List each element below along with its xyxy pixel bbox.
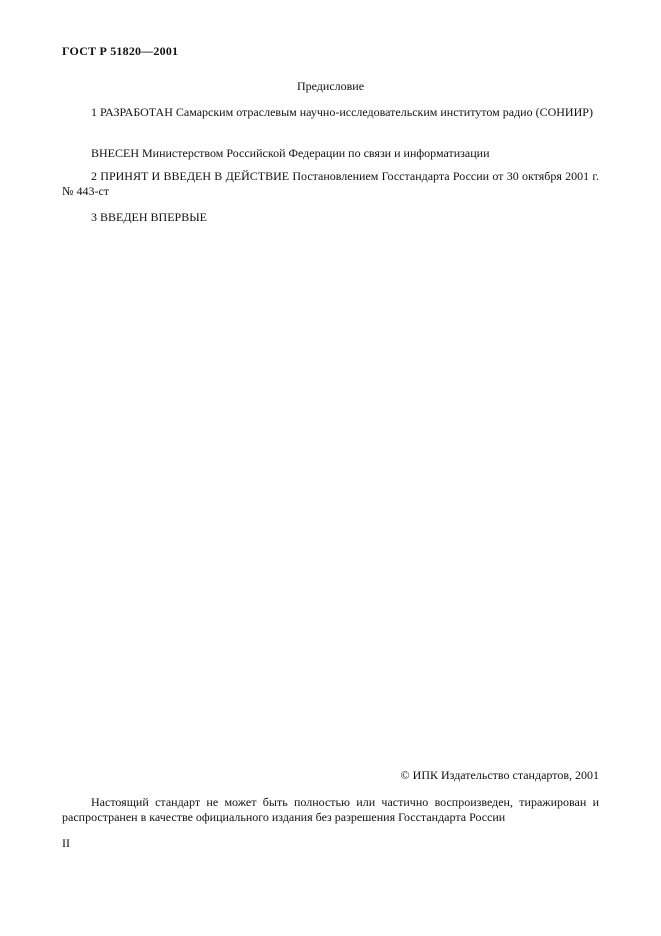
preface-paragraph-submitted: ВНЕСЕН Министерством Российской Федерации по связи и информатизации: [91, 146, 490, 160]
preface-paragraph-developed: 1 РАЗРАБОТАН Самарским отраслевым научно-исследовательским институтом радио (СОНИИР): [91, 105, 593, 119]
page-number: II: [62, 836, 70, 850]
preface-paragraph-adopted: 2 ПРИНЯТ И ВВЕДЕН В ДЕЙСТВИЕ Постановлением Госстандарта России от 30 октября 2001 г. № 443-ст: [62, 169, 599, 198]
preface-paragraph-first-introduced: 3 ВВЕДЕН ВПЕРВЫЕ: [91, 210, 207, 224]
copyright-line: © ИПК Издательство стандартов, 2001: [400, 768, 599, 782]
preface-title: Предисловие: [296, 79, 365, 93]
reproduction-notice: Настоящий стандарт не может быть полностью или частично воспроизведен, тиражирован и распространен в качестве официального издания без разрешения Госстандарта России: [62, 795, 599, 824]
document-code: ГОСТ Р 51820—2001: [62, 44, 179, 58]
